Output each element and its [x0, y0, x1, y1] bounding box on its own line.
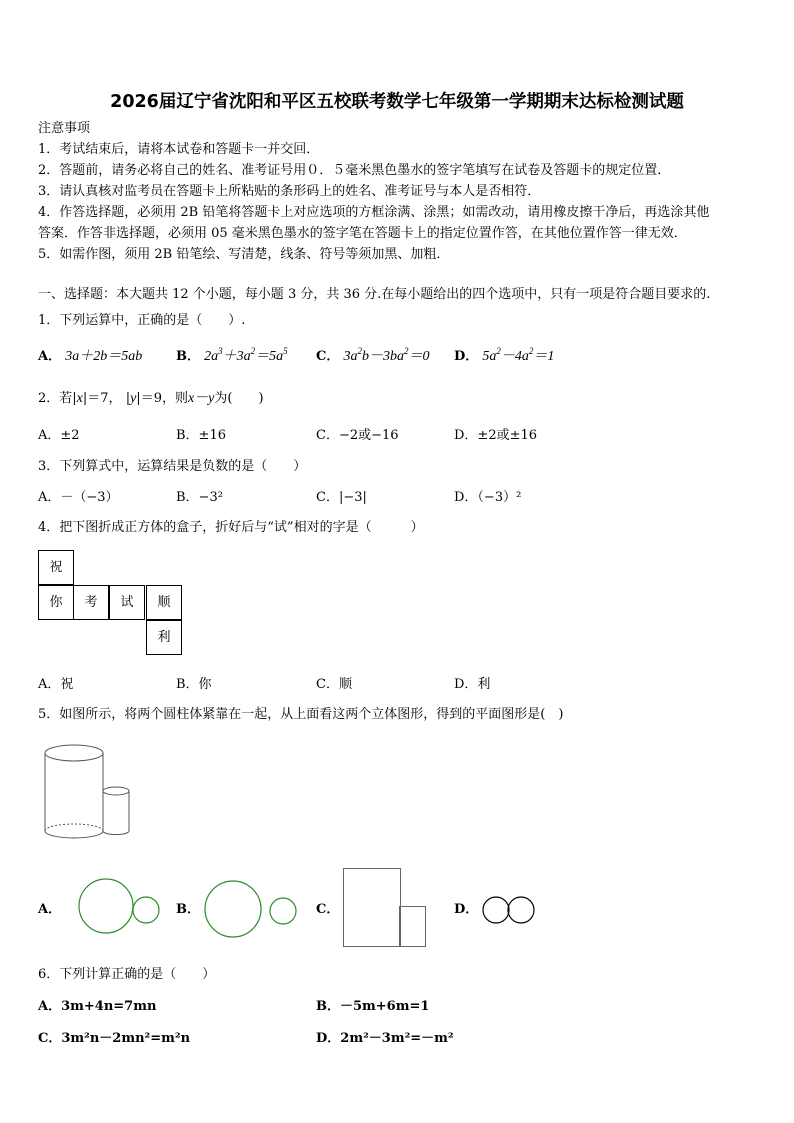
q2-stem: 2．若|x|＝7， |y|＝9，则x－y为( ) — [38, 391, 264, 406]
q1-option-c — [316, 348, 430, 366]
q6-option-b: B．－5m+6m=1 — [316, 999, 430, 1014]
q1-label-a: A． — [38, 349, 62, 364]
note-item-1: 1．考试结束后，请将本试卷和答题卡一并交回． — [38, 142, 320, 157]
q1-label-c: C． — [316, 349, 340, 364]
net-cell-zhu: 祝 — [38, 550, 74, 585]
net-cell-shi: 试 — [109, 585, 145, 620]
note-item-4-cont: 答案．作答非选择题，必须用 05 毫米黑色墨水的签字笔在答题卡上的指定位置作答，在其他位置作答一律无效． — [38, 226, 687, 241]
note-item-5: 5．如需作图，须用 2B 铅笔绘、写清楚，线条、符号等须加黑、加粗． — [38, 247, 450, 262]
q6-option-a: A．3m+4n=7mn — [38, 999, 157, 1014]
note-item-2: 2．答题前，请务必将自己的姓名、准考证号用０．５毫米黑色墨水的签字笔填写在试卷及答题卡的规定位置． — [38, 163, 671, 178]
q5-label-a: A． — [38, 902, 62, 917]
q2-option-a: A．±2 — [38, 428, 80, 443]
note-item-4: 4．作答选择题，必须用 2B 铅笔将答题卡上对应选项的方框涂满、涂黑；如需改动，请用橡皮擦干净后，再选涂其他 — [38, 205, 710, 220]
q5-option-a-figure — [78, 877, 162, 937]
q1-label-d: D． — [454, 349, 479, 364]
section-heading: 一、选择题：本大题共 12 个小题，每小题 3 分，共 36 分.在每小题给出的四个选项中，只有一项是符合题目要求的. — [38, 287, 711, 302]
q5-option-b-figure — [204, 880, 300, 940]
net-cell-kao: 考 — [73, 585, 109, 620]
q3-option-b: B．−3² — [176, 490, 223, 505]
q1-option-a — [38, 348, 142, 366]
q4-option-c: C．顺 — [316, 677, 352, 692]
q2-option-d: D．±2或±16 — [454, 428, 538, 443]
q4-stem: 4．把下图折成正方体的盒子，折好后与“试”相对的字是（ ） — [38, 520, 424, 535]
q3-option-a: A．－（−3） — [38, 490, 119, 505]
page-title: 2026届辽宁省沈阳和平区五校联考数学七年级第一学期期末达标检测试题 — [110, 92, 684, 112]
q5-label-c: C． — [316, 902, 340, 917]
q5-label-d: D． — [454, 902, 479, 917]
cylinders-figure — [40, 740, 140, 840]
notes-heading: 注意事项 — [38, 121, 91, 136]
q1-c-expr: $3a^2b-3ba^2=0$ — [343, 346, 430, 364]
q6-option-d: D．2m²－3m²=－m² — [316, 1031, 454, 1046]
q1-a-expr: 3a＋2b＝5ab — [65, 349, 143, 364]
q1-option-d — [454, 348, 554, 366]
q5-label-b: B． — [176, 902, 200, 917]
net-cell-shun: 顺 — [146, 585, 182, 620]
q5-option-c-figure — [343, 868, 427, 950]
q3-stem: 3．下列算式中，运算结果是负数的是（ ） — [38, 459, 307, 474]
q6-option-c: C．3m²n－2mn²=m²n — [38, 1031, 191, 1046]
q1-b-expr: $2a^3+3a^2=5a^5$ — [204, 346, 288, 364]
q6-stem: 6．下列计算正确的是（ ） — [38, 967, 216, 982]
q1-d-expr: $5a^2-4a^2=1$ — [482, 346, 555, 364]
q5-option-d-figure — [482, 896, 538, 926]
q1-label-b: B． — [176, 349, 200, 364]
q3-option-c: C．|−3| — [316, 490, 367, 505]
q1-stem: 1．下列运算中，正确的是（ ）. — [38, 313, 246, 328]
q2-option-c: C．−2或−16 — [316, 428, 399, 443]
q2-option-b: B．±16 — [176, 428, 226, 443]
net-cell-ni: 你 — [38, 585, 74, 620]
q1-option-b — [176, 348, 288, 366]
q4-option-b: B．你 — [176, 677, 212, 692]
q5-stem: 5．如图所示，将两个圆柱体紧靠在一起，从上面看这两个立体图形，得到的平面图形是( ) — [38, 707, 564, 722]
q4-option-d: D．利 — [454, 677, 491, 692]
q4-option-a: A．祝 — [38, 677, 74, 692]
q3-option-d: D．（−3）² — [454, 490, 522, 505]
net-cell-li: 利 — [146, 620, 182, 655]
note-item-3: 3．请认真核对监考员在答题卡上所粘贴的条形码上的姓名、准考证号与本人是否相符． — [38, 184, 541, 199]
